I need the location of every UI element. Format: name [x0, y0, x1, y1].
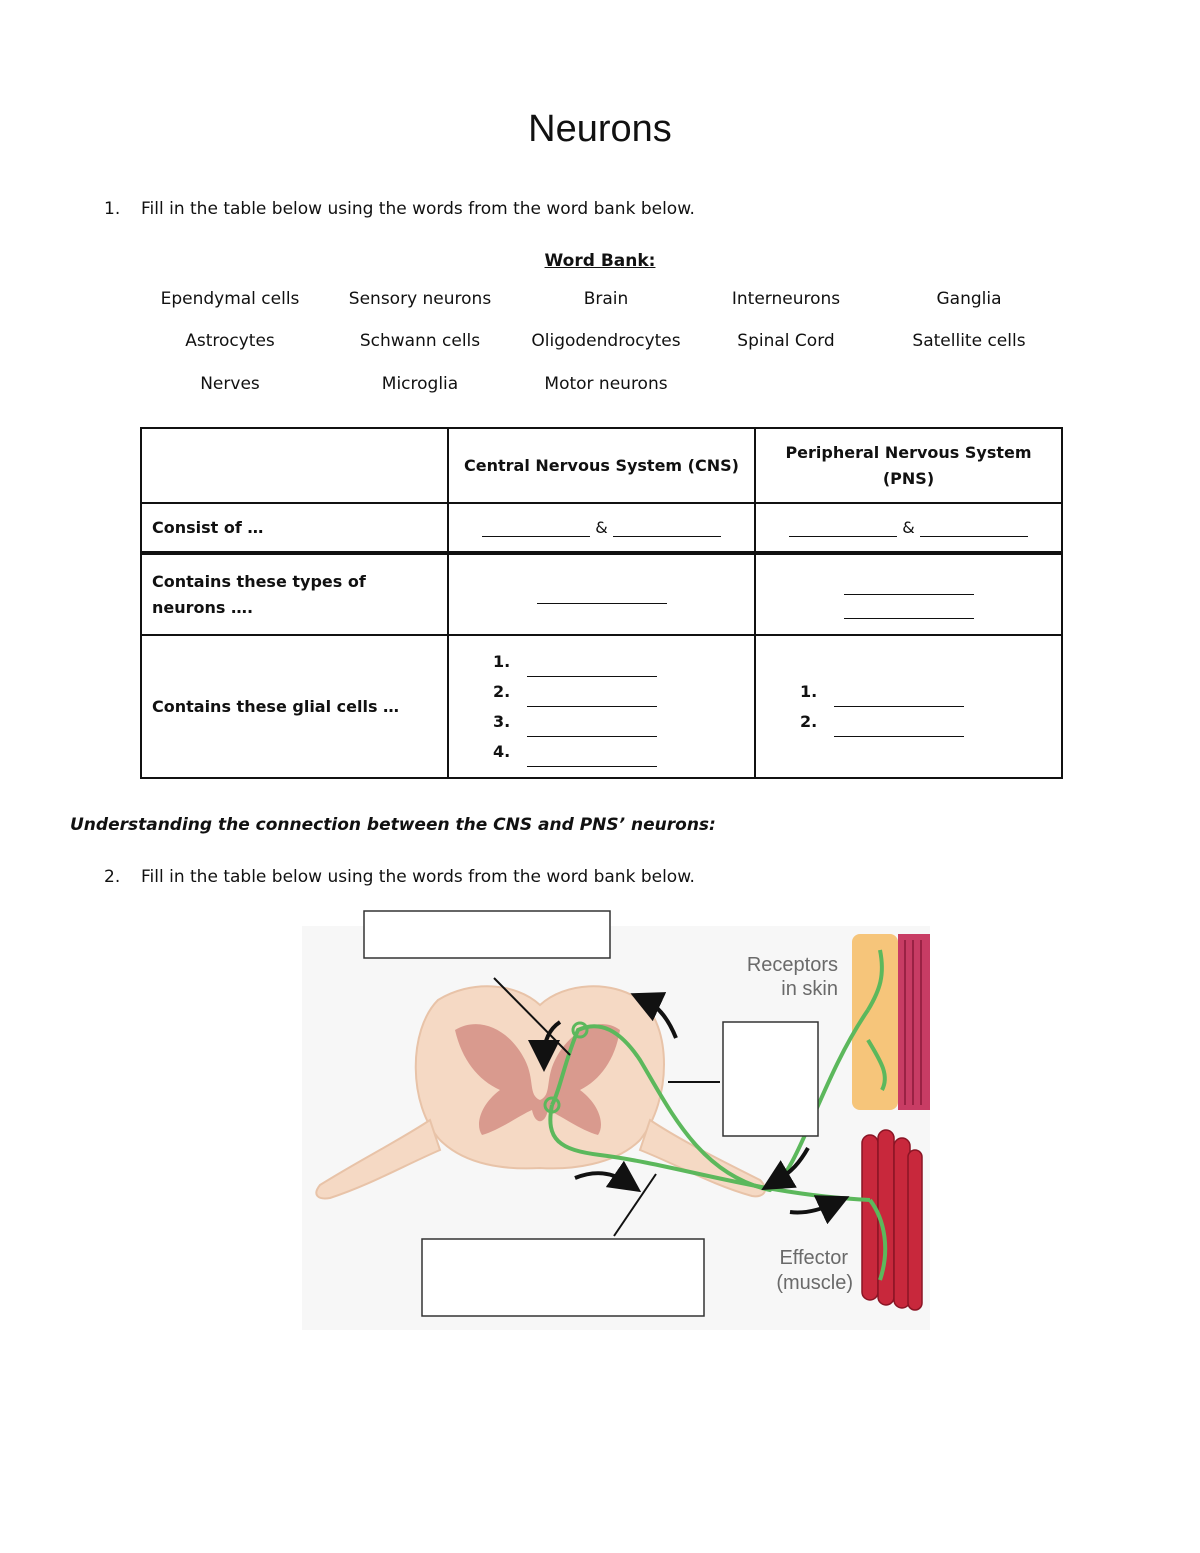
effector-label-line2: (muscle): [776, 1272, 853, 1294]
word-bank-item: Spinal Cord: [737, 331, 835, 351]
effector-label-line1: Effector: [779, 1247, 848, 1269]
row-label-consist: Consist of …: [141, 503, 448, 553]
receptors-label-line1: Receptors: [746, 954, 838, 976]
word-bank-item: Ganglia: [936, 289, 1002, 309]
ampersand: &: [902, 518, 915, 537]
word-bank-title: Word Bank:: [544, 251, 656, 271]
list-number: 2.: [493, 681, 511, 701]
word-bank-item: Brain: [583, 289, 629, 309]
word-bank-item: Nerves: [200, 374, 260, 394]
page-title: Neurons: [528, 108, 672, 150]
row-label-neurons: Contains these types of neurons ….: [141, 553, 448, 635]
word-bank-item: Microglia: [381, 374, 459, 394]
list-number: 4.: [493, 741, 511, 761]
label-box-interneuron[interactable]: [364, 911, 610, 958]
list-number: 1.: [800, 681, 818, 701]
list-number: 1.: [493, 651, 511, 671]
header-pns: Peripheral Nervous System (PNS): [755, 428, 1062, 503]
question-2-text: Fill in the table below using the words from the word bank below.: [141, 867, 695, 887]
section-subheading: Understanding the connection between the CNS and PNS’ neurons:: [70, 815, 716, 835]
ampersand: &: [595, 518, 608, 537]
label-box-motor[interactable]: [422, 1239, 704, 1316]
word-bank-item: Oligodendrocytes: [531, 331, 681, 351]
list-number: 2.: [800, 711, 818, 731]
word-bank-item: Schwann cells: [359, 331, 481, 351]
word-bank-item: Ependymal cells: [160, 289, 300, 309]
label-box-sensory[interactable]: [723, 1022, 818, 1136]
receptors-label-line2: in skin: [781, 978, 838, 1000]
header-cns: Central Nervous System (CNS): [448, 428, 755, 503]
question-1-text: Fill in the table below using the words from the word bank below.: [141, 199, 695, 219]
list-number: 3.: [493, 711, 511, 731]
spinal-cord: [416, 986, 664, 1168]
row-label-glial: Contains these glial cells …: [141, 635, 448, 778]
word-bank-item: Motor neurons: [544, 374, 668, 394]
word-bank-item: Interneurons: [731, 289, 841, 309]
question-1-number: 1.: [104, 199, 121, 219]
word-bank-item: Satellite cells: [912, 331, 1026, 351]
question-2-number: 2.: [104, 867, 121, 887]
word-bank-item: Astrocytes: [185, 331, 275, 351]
muscle-effector: [862, 1130, 922, 1310]
word-bank-item: Sensory neurons: [348, 289, 492, 309]
